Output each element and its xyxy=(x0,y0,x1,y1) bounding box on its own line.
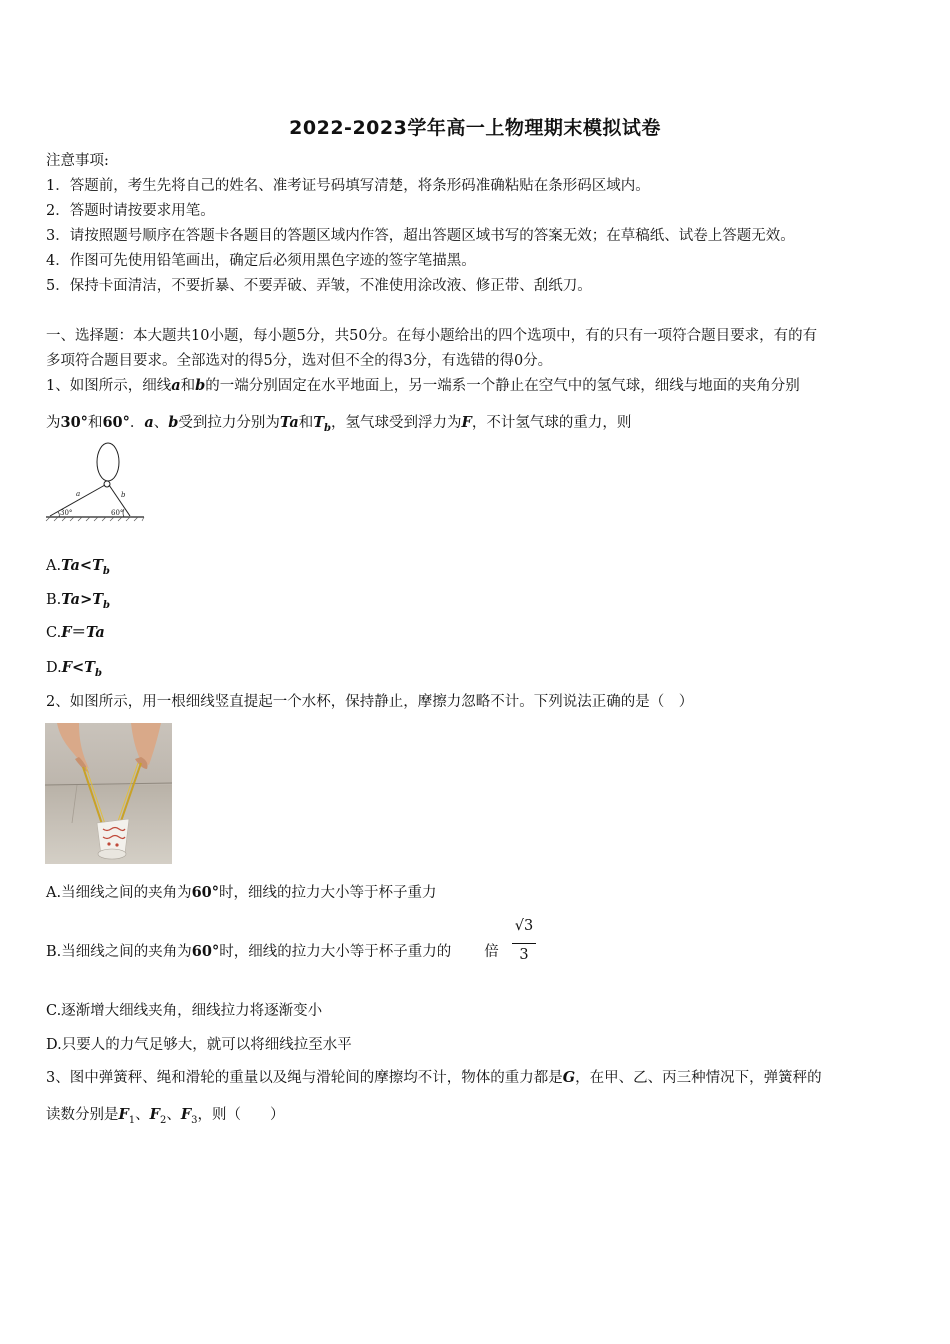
var-tb: T xyxy=(313,414,325,431)
var-a: a xyxy=(171,377,181,394)
q2-option-d: D.只要人的力气足够大，就可以将细线拉至水平 xyxy=(46,1037,352,1053)
q1-stem-line-2 xyxy=(46,413,912,439)
text: 为 xyxy=(46,415,61,431)
text: B.当细线之间的夹角为 xyxy=(46,944,192,960)
label-b: b xyxy=(121,491,126,499)
q3-stem-line-1 xyxy=(46,1068,912,1088)
subscript: b xyxy=(103,599,111,611)
angle-60: 60° xyxy=(191,884,220,901)
subscript: b xyxy=(324,422,332,434)
fraction-bar xyxy=(512,943,536,944)
text: 、 xyxy=(153,415,169,431)
var-g: G xyxy=(562,1069,576,1086)
text: A.当细线之间的夹角为 xyxy=(46,885,192,901)
operator: > xyxy=(80,591,93,608)
subscript: b xyxy=(94,667,102,679)
page-title: 2022-2023学年高一上物理期末模拟试卷 xyxy=(289,117,661,139)
lhs: F xyxy=(61,624,72,641)
text: ． xyxy=(129,415,145,431)
var-f1: F xyxy=(118,1106,129,1123)
q1-option-b xyxy=(46,590,912,616)
text: 3、图中弹簧秤、绳和滑轮的重量以及绳与滑轮间的摩擦均不计，物体的重力都是 xyxy=(46,1070,563,1086)
notice-item-2: 2．答题时请按要求用笔。 xyxy=(46,203,215,219)
subscript: 3 xyxy=(191,1114,198,1126)
notice-item-3: 3．请按照题号顺序在答题卡各题目的答题区域内作答，超出答题区域书写的答案无效；在草稿纸、试卷上答题无效。 xyxy=(46,228,795,244)
text: 的一端分别固定在水平地面上，另一端系一个静止在空气中的氢气球，细线与地面的夹角分别 xyxy=(205,378,800,394)
text: 和 xyxy=(298,415,314,431)
option-prefix: D. xyxy=(46,660,62,676)
var-ta: Ta xyxy=(279,414,299,431)
operator: ＝ xyxy=(71,624,86,641)
angle-label-60: 60° xyxy=(111,509,124,517)
angle-60: 60° xyxy=(102,414,130,431)
var-b: b xyxy=(168,414,179,431)
angle-label-30: 30° xyxy=(60,509,73,517)
q1-option-c xyxy=(46,623,912,643)
var-a: a xyxy=(144,414,154,431)
lhs: F xyxy=(61,659,73,676)
q1-balloon-figure xyxy=(44,440,148,522)
text: 时，细线的拉力大小等于杯子重力的 xyxy=(219,944,452,960)
subscript: 2 xyxy=(159,1114,167,1126)
q3-stem-line-2 xyxy=(46,1105,912,1131)
text: 1、如图所示，细线 xyxy=(46,378,172,394)
lhs: Ta xyxy=(61,591,81,608)
text: 和 xyxy=(180,378,196,394)
option-prefix: A. xyxy=(46,558,62,574)
text: 倍 xyxy=(484,944,499,960)
fraction-denominator: 3 xyxy=(519,947,529,963)
notice-header: 注意事项: xyxy=(46,153,109,169)
subscript: b xyxy=(102,565,110,577)
operator: < xyxy=(72,659,85,676)
angle-60: 60° xyxy=(191,943,220,960)
notice-item-1: 1．答题前，考生先将自己的姓名、准考证号码填写清楚，将条形码准确粘贴在条形码区域内。 xyxy=(46,178,650,194)
text: ，在甲、乙、丙三种情况下，弹簧秤的 xyxy=(575,1070,822,1086)
text: 、 xyxy=(166,1107,181,1123)
q2-stem: 2、如图所示，用一根细线竖直提起一个水杯，保持静止，摩擦力忽略不计。下列说法正确的是（ ） xyxy=(46,694,694,710)
q2-option-b xyxy=(46,942,912,962)
lhs: Ta xyxy=(61,557,80,574)
rhs: Ta xyxy=(85,624,105,641)
q2-option-a xyxy=(46,883,912,903)
q1-option-d xyxy=(46,658,912,684)
text: ，氢气球受到浮力为 xyxy=(331,415,462,431)
notice-item-5: 5．保持卡面清洁，不要折暴、不要弄破、弄皱，不准使用涂改液、修正带、刮纸刀。 xyxy=(46,278,592,294)
q1-stem-line-1 xyxy=(46,376,912,396)
option-prefix: B. xyxy=(46,592,62,608)
rhs: T xyxy=(92,591,104,608)
q2-cup-photo xyxy=(45,723,172,864)
option-prefix: C. xyxy=(46,625,62,641)
rhs: T xyxy=(84,659,95,676)
sqrt3-over-3-fraction xyxy=(511,918,537,968)
operator: < xyxy=(79,557,93,574)
var-f3: F xyxy=(180,1106,192,1123)
section-instructions-line-1: 一、选择题：本大题共10小题，每小题5分，共50分。在每小题给出的四个选项中，有的只有一项符合题目要求，有的有 xyxy=(46,328,818,344)
section-instructions-line-2: 多项符合题目要求。全部选对的得5分，选对但不全的得3分，有选错的得0分。 xyxy=(46,353,553,369)
subscript: 1 xyxy=(128,1114,136,1126)
label-a: a xyxy=(76,490,81,498)
text: 、 xyxy=(135,1107,150,1123)
text: 和 xyxy=(87,415,103,431)
angle-30: 30° xyxy=(60,414,88,431)
text: 读数分别是 xyxy=(46,1107,119,1123)
q2-option-c: C.逐渐增大细线夹角，细线拉力将逐渐变小 xyxy=(46,1003,323,1019)
text: 受到拉力分别为 xyxy=(178,415,280,431)
text: 时，细线的拉力大小等于杯子重力 xyxy=(219,885,437,901)
text: ，不计氢气球的重力，则 xyxy=(471,415,632,431)
var-f2: F xyxy=(149,1106,160,1123)
rhs: T xyxy=(92,557,103,574)
text: ，则（ ） xyxy=(197,1107,285,1123)
var-b: b xyxy=(195,377,206,394)
notice-item-4: 4．作图可先使用铅笔画出，确定后必须用黑色字迹的签字笔描黑。 xyxy=(46,253,476,269)
var-f: F xyxy=(461,414,472,431)
fraction-numerator: √3 xyxy=(514,918,534,934)
q1-option-a xyxy=(46,556,912,582)
